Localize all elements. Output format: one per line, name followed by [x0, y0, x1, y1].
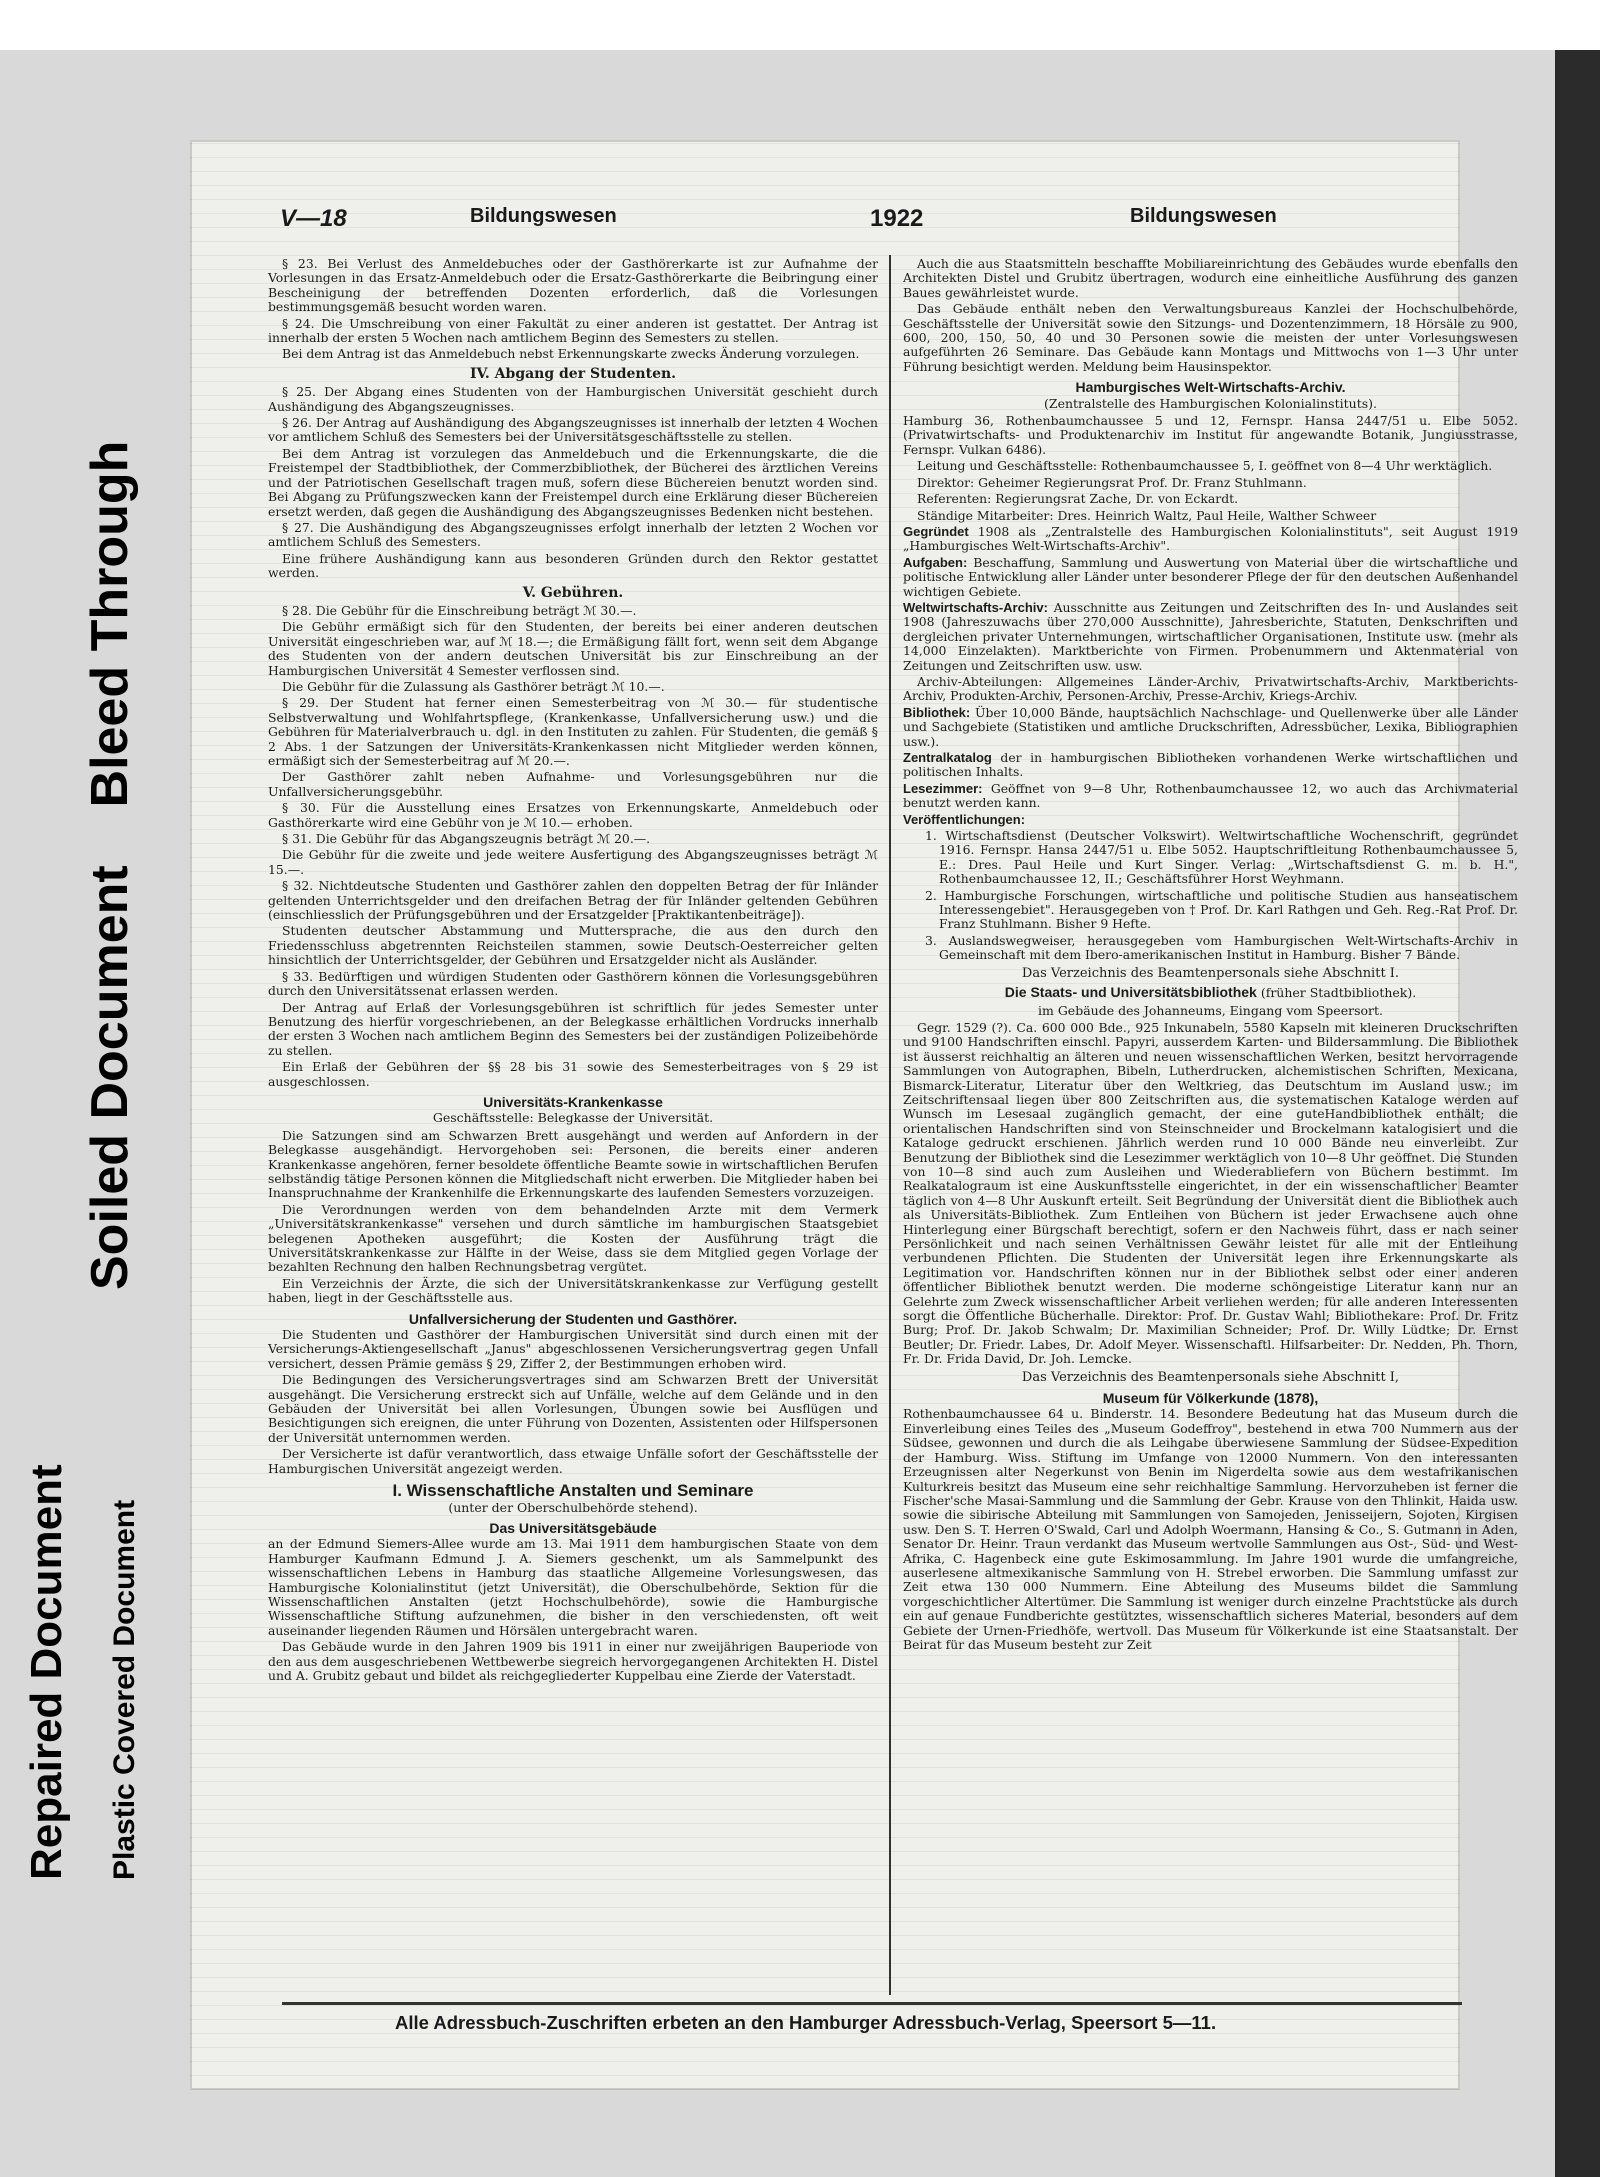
subtitle-krankenkasse: Geschäftsstelle: Belegkasse der Universität. — [432, 1110, 714, 1126]
left-column — [268, 257, 878, 1685]
paragraph: § 26. Der Antrag auf Aushändigung des Abgangszeugnisses ist innerhalb der letzten 4 Wochen vor amtlichem Schluß des Semesters bei der Universitätsgeschäftsstelle zu stellen. — [268, 415, 878, 445]
subtitle-johanneum: im Gebäude des Johanneums, Eingang vom Speersort. — [1038, 1002, 1383, 1018]
entry-value: Beschaffung, Sammlung und Auswertung von Material über die wirtschaftliche und politische Entwicklung aller Länder unter besonderer Pflege der für den deutschen Außenhandel wichtigen Gebiete. — [903, 554, 1518, 599]
paragraph: Bei dem Antrag ist das Anmeldebuch nebst Erkennungskarte zwecks Änderung vorzulegen. — [282, 346, 860, 362]
entry-value: Geöffnet von 9—8 Uhr, Rothenbaumchaussee 12, wo auch das Archivmaterial benutzt werden kann. — [903, 780, 1518, 811]
paragraph: Referenten: Regierungsrat Zache, Dr. von Eckardt. — [917, 491, 1239, 507]
paragraph: Direktor: Geheimer Regierungsrat Prof. Dr. Franz Stuhlmann. — [917, 474, 1307, 490]
entry-bibliothek — [903, 706, 1518, 749]
section-title-staatsbibliothek — [903, 985, 1518, 1000]
paragraph: Leitung und Geschäftsstelle: Rothenbaumchaussee 5, I. geöffnet von 8—4 Uhr werktäglich. — [917, 458, 1493, 474]
section-title-wissenschaftliche-anstalten: I. Wissenschaftliche Anstalten und Seminare — [392, 1481, 754, 1501]
paragraph: Der Versicherte ist dafür verantwortlich, dass etwaige Unfälle sofort der Geschäftsstelle der Hamburgischen Universität angezeigt werden. — [268, 1446, 878, 1476]
entry-key: Veröffentlichungen: — [903, 811, 1026, 827]
paragraph: § 28. Die Gebühr für die Einschreibung beträgt ℳ 30.—. — [282, 602, 637, 618]
paragraph: § 24. Die Umschreibung von einer Fakultät zu einer anderen ist gestattet. Der Antrag ist innerhalb der ersten 5 Wochen nach amtlichem Beginn des Semesters zu stellen. — [268, 315, 878, 346]
entry-value: Über 10,000 Bände, hauptsächlich Nachschlage- und Quellenwerke über alle Länder und Sachgebiete (Statistiken und amtliche Druckschriften, Adressbücher, Lexika, Bibliographien usw.). — [903, 704, 1518, 749]
entry-value: Ausschnitte aus Zeitungen und Zeitschriften des In- und Auslandes seit 1908 (Jahreszuwachs über 270,000 Ausschnitte), Jahresberichte, Statuten, Denkschriften und dergleichen privater Unternehmungen, wirtschaftlicher Organisationen, Institute usw. (mehr als 14,000 Einzelakten). Marktberichte von Firmen. Probenummern und Aktenmaterial von Zeitungen und Zeitschriften usw. usw. — [903, 599, 1518, 673]
entry-key: Weltwirtschafts-Archiv: — [903, 599, 1048, 615]
subtitle-oberschulbehoerde: (unter der Oberschulbehörde stehend). — [448, 1499, 698, 1515]
label-soiled: Soiled Document — [81, 865, 139, 1290]
section-title-abgang: IV. Abgang der Studenten. — [469, 365, 677, 382]
entry-gegruendet — [903, 525, 1518, 554]
paragraph: § 25. Der Abgang eines Studenten von der Hamburgischen Universität geschieht durch Aushändigung des Abgangszeugnisses. — [268, 384, 878, 414]
publication-item: 1. Wirtschaftsdienst (Deutscher Volkswirt). Weltwirtschaftliche Wochenschrift, gegründet 1916. Fernspr. Hansa 2447/51 u. Elbe 5052. Hauptschriftleitung Rothenbaumchaussee 5, E.: Dres. Paul Heile und Kurt Singer. Verlag: „Wirtschaftsdienst G. m. b. H.", Rothenbaumchaussee 12, II.; Geschäftsführer Horst Weyhmann. — [925, 828, 1518, 887]
paragraph: an der Edmund Siemers-Allee wurde am 13. Mai 1911 dem hamburgischen Staate von dem Hamburger Kaufmann Edmund J. A. Siemers geschenkt, um als Sammelpunkt des wissenschaftlichen Lebens in Hamburg das staatliche Allgemeine Vorlesungswesen, das Hamburgische Kolonialinstitut (jetzt Universität), die Oberschulbehörde, Sektion für die Wissenschaftlichen Anstalten (jetzt Hochschulbehörde), sowie die Hamburgische Wissenschaftliche Stiftung aufzunehmen, die bisher in den verschiedensten, oft weit auseinander liegenden Räumen und Hörsälen untergebracht waren. — [268, 1536, 878, 1638]
label-plastic: Plastic Covered Document — [108, 1499, 141, 1880]
section-title-gebuehren: V. Gebühren. — [522, 584, 624, 601]
header-right-title: Bildungswesen — [1130, 205, 1277, 227]
paragraph: Ein Verzeichnis der Ärzte, die sich der Universitätskrankenkasse zur Verfügung gestellt haben, liegt in der Geschäftsstelle aus. — [268, 1275, 878, 1306]
paragraph: Hamburg 36, Rothenbaumchaussee 5 und 12, Fernspr. Hansa 2447/51 u. Elbe 5052. (Privatwirtschafts- und Produktenarchiv im Institut für angewandte Botanik, Jungiusstrasse, Fernspr. Vulkan 6486). — [903, 413, 1518, 457]
paragraph: Der Antrag auf Erlaß der Vorlesungsgebühren ist schriftlich für jedes Semester unter Benutzung des hierfür vorgeschriebenen, an der Belegkasse erhältlichen Vordrucks innerhalb der ersten 3 Wochen nach amtlichem Beginn des Semesters bei der zuständigen Polizeibehörde zu stellen. — [268, 999, 878, 1058]
reference-note: Das Verzeichnis des Beamtenpersonals siehe Abschnitt I. — [1021, 965, 1400, 981]
entry-key: Bibliothek: — [903, 704, 971, 720]
entry-lesezimmer — [903, 782, 1518, 811]
paragraph: Das Gebäude enthält neben den Verwaltungsbureaus Kanzlei der Hochschulbehörde, Geschäftsstelle der Universität sowie den Sitzungs- und Dozentenzimmern, 18 Hörsäle zu 900, 600, 200, 150, 50, 40 und 30 Personen sowie die meisten der unter Vorlesungswesen aufgeführten 26 Seminare. Das Gebäude kann Montags und Mittwochs von 1—3 Uhr unter Führung besichtigt werden. Meldung beim Hausinspektor. — [903, 301, 1518, 374]
page-number: V—18 — [280, 205, 347, 232]
library-former-name: (früher Stadtbibliothek). — [1260, 985, 1417, 1001]
entry-key: Zentralkatalog — [903, 750, 992, 765]
paragraph: § 27. Die Aushändigung des Abgangszeugnisses erfolgt innerhalb der letzten 2 Wochen vor amtlichem Schluß des Semesters. — [268, 519, 878, 550]
entry-zentralkatalog — [903, 751, 1518, 780]
section-title-universitaetsgebaeude: Das Universitätsgebäude — [489, 1519, 657, 1536]
entry-key: Gegründet — [903, 523, 969, 539]
paragraph: § 32. Nichtdeutsche Studenten und Gasthörer zahlen den doppelten Betrag der für Inländer geltenden Unterrichtsgelder und den dreifachen Betrag der für Inländer geltenden Gebühren (einschliesslich der Prüfungsgebühren und der Ersatzgelder [Praktikantenbeiträge]). — [268, 878, 878, 923]
footer-rule — [282, 2002, 1462, 2005]
paragraph: Bei dem Antrag ist vorzulegen das Anmeldebuch und die Erkennungskarte, die die Freistempel der Stadtbibliothek, der Commerzbibliothek, der Bücherei des ärztlichen Vereins und der Patriotischen Gesellschaft tragen muß, sofern diese Büchereien benutzt worden sind. Bei Abgang zu Prüfungszwecken kann der Freistempel durch eine Erklärung dieser Büchereien ersetzt werden, daß gegen die Aushändigung des Abgangszeugnisses Bedenken nicht bestehen. — [268, 445, 878, 519]
label-soiled-bleed — [80, 441, 140, 1290]
scan-dark-edge — [1555, 50, 1600, 2177]
library-name: Die Staats- und Universitätsbibliothek — [1004, 984, 1257, 1001]
right-column — [903, 257, 1518, 1654]
paragraph: Studenten deutscher Abstammung und Muttersprache, die aus den durch den Friedensschluss abgetrennten Reichsteilen stammen, sowie Deutsch-Oesterreicher gelten hinsichtlich der Unterrichtsgelder, der Gebühren und Ersatzgelder nicht als Ausländer. — [268, 923, 878, 968]
paragraph: Gegr. 1529 (?). Ca. 600 000 Bde., 925 Inkunabeln, 5580 Kapseln mit kleineren Druckschriften und 9100 Handschriften einschl. Papyri, ausserdem Karten- und Bildersammlung. Die Bibliothek ist äusserst reichhaltig an älteren und neuen wissenschaftlichen Werken, besitzt hervorragende Sammlungen von Autographen, Bibeln, Lutherdrucken, alchemistischen Schriften, Mexicana, Bismarck-Literatur, Literatur über den Weltkrieg, das Deutschtum im Ausland usw.; im Zeitschriftensaal liegen über 800 Zeitschriften aus, die systematischen Kataloge werden auf Wunsch im Lesesaal zugänglich gemacht, der eine guteHandbibliothek enthält; die orientalischen Handschriften sind von Steinschneider und Brockelmann katalogisiert und die Kataloge gedruckt erschienen. Jährlich werden rund 10 000 Bände neu einverleibt. Zur Benutzung der Bibliothek sind die Lesezimmer werktäglich von 10—8 Uhr geöffnet. Die Stunden von 10—8 sind auch zum Ausleihen und Wiederabliefern von Büchern bestimmt. Im Realkatalograum ist eine Auskunftsstelle eingerichtet, in der ein wissenschaftlicher Beamter täglich von 4—8 Uhr Auskunft erteilt. Seit Begründung der Universität dient die Bibliothek auch als Universitäts-Bibliothek. Zum Entleihen von Büchern ist jeder Erwachsene auch ohne Hinterlegung einer Bürgschaft berechtigt, sofern er den Nachweis führt, dass er nach seiner Persönlichkeit und nach seinen Verhältnissen Gewähr leistet für alle mit der Entleihung verbundenen Pflichten. Die Studenten der Universität legen ihre Erkennungskarte als Legitimation vor. Handschriften können nur in der Bibliothek selbst oder einer anderen öffentlicher Bibliothek benutzt werden. Die moderne schöngeistige Literatur kann nur an Gelehrte zum Zweck wissenschaftlicher Arbeit verliehen werden; für alle anderen Interessenten sorgt die Öffentliche Bücherhalle. Direktor: Prof. Dr. Gustav Wahl; Bibliothekare: Prof. Dr. Fritz Burg; Prof. Dr. Jakob Schwalm; Dr. Maximilian Schneider; Prof. Dr. Willy Lüdtke; Dr. Ernst Beutler; Dr. Friedr. Labes, Dr. Adolf Meyer. Wissenschaftl. Hilfsarbeiter: Dr. Nedden, Ph. Thorn, Fr. Dr. Frida David, Dr. Joh. Lemcke. — [903, 1019, 1518, 1367]
paragraph: Der Gasthörer zahlt neben Aufnahme- und Vorlesungsgebühren nur die Unfallversicherungsgebühr. — [268, 769, 878, 799]
page-header — [280, 205, 1280, 235]
entry-key: Aufgaben: — [903, 554, 968, 570]
paragraph: Auch die aus Staatsmitteln beschaffte Mobiliareinrichtung des Gebäudes wurde ebenfalls den Architekten Distel und Grubitz übertragen, wodurch eine einheitliche Ausführung des ganzen Baues gewährleistet wurde. — [903, 256, 1518, 300]
entry-aufgaben — [903, 556, 1518, 599]
entry-key: Lesezimmer: — [903, 780, 983, 796]
paragraph: Die Gebühr für die zweite und jede weitere Ausfertigung des Abgangszeugnisses beträgt ℳ 15.—. — [268, 847, 878, 877]
paragraph: Die Bedingungen des Versicherungsvertrages sind am Schwarzen Brett der Universität ausgehängt. Die Versicherung erstreckt sich auf Unfälle, welche auf dem Gelände und in den Gebäuden der Universität bei allen Vorlesungen, Übungen sowie bei Ausflügen und Besichtigungen sich ereignen, die unter Führung von Dozenten, Assistenten oder Hilfspersonen der Universität unternommen werden. — [268, 1372, 878, 1445]
section-title-hwwa: Hamburgisches Welt-Wirtschafts-Archiv. — [1075, 379, 1346, 396]
reference-note: Das Verzeichnis des Beamtenpersonals siehe Abschnitt I, — [1021, 1369, 1400, 1385]
paragraph: § 23. Bei Verlust des Anmeldebuches oder der Gasthörerkarte ist zur Aufnahme der Vorlesungen in das Ersatz-Anmeldebuch oder die Ersatz-Gasthörerkarte die Beibringung einer Bescheinigung der betreffenden Dozenten erforderlich, daß die Vorlesungen bestimmungsgemäß besucht worden waren. — [268, 256, 878, 315]
paragraph: Ständige Mitarbeiter: Dres. Heinrich Waltz, Paul Heile, Walther Schweer — [917, 507, 1377, 523]
paragraph: Die Gebühr ermäßigt sich für den Studenten, der bereits bei einer anderen deutschen Universität eingeschrieben war, auf ℳ 18.—; die Ermäßigung fällt fort, wenn seit dem Abgange des Studenten von der andern deutschen Universität bis zur Einschreibung an der Hamburgischen Universität 4 Semester verflossen sind. — [268, 619, 878, 678]
paragraph: Ein Erlaß der Gebühren der §§ 28 bis 31 sowie des Semesterbeitrages von § 29 ist ausgeschlossen. — [268, 1059, 878, 1089]
entry-weltwirtschafts-archiv — [903, 601, 1518, 673]
paragraph: § 30. Für die Ausstellung eines Ersatzes von Erkennungskarte, Anmeldebuch oder Gasthörerkarte wird eine Gebühr von je ℳ 10.— erhoben. — [268, 800, 878, 830]
paragraph: Die Gebühr für die Zulassung als Gasthörer beträgt ℳ 10.—. — [282, 678, 665, 694]
entry-veroeffentlichungen — [903, 813, 1518, 827]
paragraph: Die Satzungen sind am Schwarzen Brett ausgehängt und werden auf Anfordern in der Belegkasse ausgehändigt. Hervorgehoben sei: Personen, die bereits einer anderen Krankenkasse angehören, ferner besoldete öffentliche Beamte sowie in wirtschaftlichen Berufen selbständig tätige Personen können die Mitgliedschaft nicht erwerben. Die Mitglieder haben bei Inanspruchnahme der Krankenhilfe die Erkennungskarte des laufenden Semesters vorzuzeigen. — [268, 1127, 878, 1201]
header-year: 1922 — [870, 205, 924, 232]
paragraph: § 33. Bedürftigen und würdigen Studenten oder Gasthörern können die Vorlesungsgebühren durch den Universitätssenat erlassen werden. — [268, 968, 878, 999]
degradation-labels — [0, 50, 190, 2100]
publication-item: 2. Hamburgische Forschungen, wirtschaftliche und politische Studien aus hanseatischem Interessengebiet". Herausgegeben von † Prof. Dr. Karl Rathgen und Geh. Reg.-Rat Prof. Dr. Franz Stuhlmann. Bisher 9 Hefte. — [925, 887, 1518, 932]
page-footer: Alle Adressbuch-Zuschriften erbeten an den Hamburger Adressbuch-Verlag, Speersort 5—11. — [395, 2012, 1217, 2033]
column-divider — [889, 255, 891, 1995]
section-title-krankenkasse: Universitäts-Krankenkasse — [483, 1093, 663, 1110]
paragraph: Das Gebäude wurde in den Jahren 1909 bis 1911 in einer nur zweijährigen Bauperiode von den aus dem ausgeschriebenen Wettbewerbe siegreich hervorgegangenen Architekten H. Distel und A. Grubitz gebaut und bildet als reichgegliederter Kuppelbau eine Zierde der Vaterstadt. — [268, 1639, 878, 1683]
subtitle-hwwa: (Zentralstelle des Hamburgischen Kolonialinstituts). — [1044, 395, 1377, 411]
label-bleed: Bleed Through — [81, 440, 139, 808]
paragraph: Die Studenten und Gasthörer der Hamburgischen Universität sind durch einen mit der Versicherungs-Aktiengesellschaft „Janus" abgeschlossenen Versicherungsvertrag gegen Unfall versichert, dessen Prämie gemäss § 29, Ziffer 2, der Bestimmungen erhoben wird. — [268, 1327, 878, 1371]
section-title-unfallversicherung: Unfallversicherung der Studenten und Gasthörer. — [408, 1310, 738, 1327]
publication-item: 3. Auslandswegweiser, herausgegeben vom Hamburgischen Welt-Wirtschafts-Archiv in Gemeinschaft mit dem Ibero-amerikanischen Institut in Hamburg. Bisher 7 Bände. — [925, 932, 1518, 963]
paragraph: Archiv-Abteilungen: Allgemeines Länder-Archiv, Privatwirtschafts-Archiv, Marktberichts-Archiv, Produkten-Archiv, Personen-Archiv, Presse-Archiv, Kriegs-Archiv. — [903, 673, 1518, 704]
label-repaired: Repaired Document — [22, 1464, 71, 1880]
paragraph: § 29. Der Student hat ferner einen Semesterbeitrag von ℳ 30.— für studentische Selbstverwaltung und Wohlfahrtspflege, (Krankenkasse, Unfallversicherung usw.) und die Gebühren für Materialverbrauch u. dgl. in den Instituten zu zahlen. Für Studenten, die gemäß § 2 Abs. 1 der Satzungen der Universitäts-Krankenkassen nicht Mitglieder werden können, ermäßigt sich der Semesterbeitrag auf ℳ 20.—. — [268, 695, 878, 768]
paragraph: Eine frühere Aushändigung kann aus besonderen Gründen durch den Rektor gestattet werden. — [268, 550, 878, 581]
paragraph: § 31. Die Gebühr für das Abgangszeugnis beträgt ℳ 20.—. — [282, 831, 651, 847]
paragraph: Die Verordnungen werden von dem behandelnden Arzte mit dem Vermerk „Universitätskrankenkasse" versehen und durch sämtliche im hamburgischen Staatsgebiet belegenen Apotheken ausgeführt; die Kosten der Ausführung trägt die Universitätskrankenkasse zur Hälfte in der Weise, dass sie dem Mitglied gegen Vorlage der bezahlten Rechnung den halben Rechnungsbetrag vergütet. — [268, 1201, 878, 1275]
paragraph: Rothenbaumchaussee 64 u. Binderstr. 14. Besondere Bedeutung hat das Museum durch die Einverleibung eines Teiles des „Museum Godeffroy", bestehend in etwa 700 Nummern aus der Südsee, gewonnen und durch die als Leihgabe überwiesene Sammlung der Südsee-Expedition der Hamburg. Wiss. Stiftung im Umfange von 12000 Nummern. Von den interessanten Erzeugnissen alter Negerkunst von Benin im Nigerdelta sowie aus dem westafrikanischen Kulturkreis besitzt das Museum eine sehr reichhaltige Sammlung. Hervorzuheben ist ferner die Fischer'sche Masai-Sammlung und die Sammlung der Gebr. Krause von den Thlinkit, Haida usw. sowie die sibirische Abteilung mit Sammlungen von Samojeden, Jenisseijern, Sojoten, Kirgisen usw. Den S. T. Herren O'Swald, Carl und Adolph Woermann, Hansing & Co., S. Gutmann in Aden, Senator Dr. Heinr. Traun verdankt das Museum wertvolle Sammlungen aus Ost-, Süd- und West-Afrika, C. Hagenbeck eine gute Eskimosammlung. Im Jahre 1901 wurde die umfangreiche, auserlesene altmexikanische Sammlung von H. Strebel erworben. Die Sammlung umfasst zur Zeit etwa 130 000 Nummern. Eine Abteilung des Museums bildet die Sammlung vorgeschichtlicher Altertümer. Die Sammlung ist weniger durch einzelne Prachtstücke als durch ein auf genaue Fundberichte gestütztes, wissenschaftlich sicheres Material, besonders auf dem Gebiete der Urnen-Friedhöfe, wertvoll. Das Museum für Völkerkunde ist eine Staatsanstalt. Der Beirat für das Museum besteht zur Zeit — [903, 1406, 1518, 1652]
entry-value: der in hamburgischen Bibliotheken vorhandenen Werke wirtschaftlichen und politischen Inhalts. — [903, 750, 1518, 780]
scan-top-margin — [0, 0, 1600, 50]
header-left-title: Bildungswesen — [470, 205, 617, 227]
entry-value: 1908 als „Zentralstelle des Hamburgischen Kolonialinstituts", seit August 1919 „Hamburgisches Welt-Wirtschafts-Archiv". — [903, 523, 1518, 554]
section-title-museum: Museum für Völkerkunde (1878), — [1102, 1390, 1319, 1407]
